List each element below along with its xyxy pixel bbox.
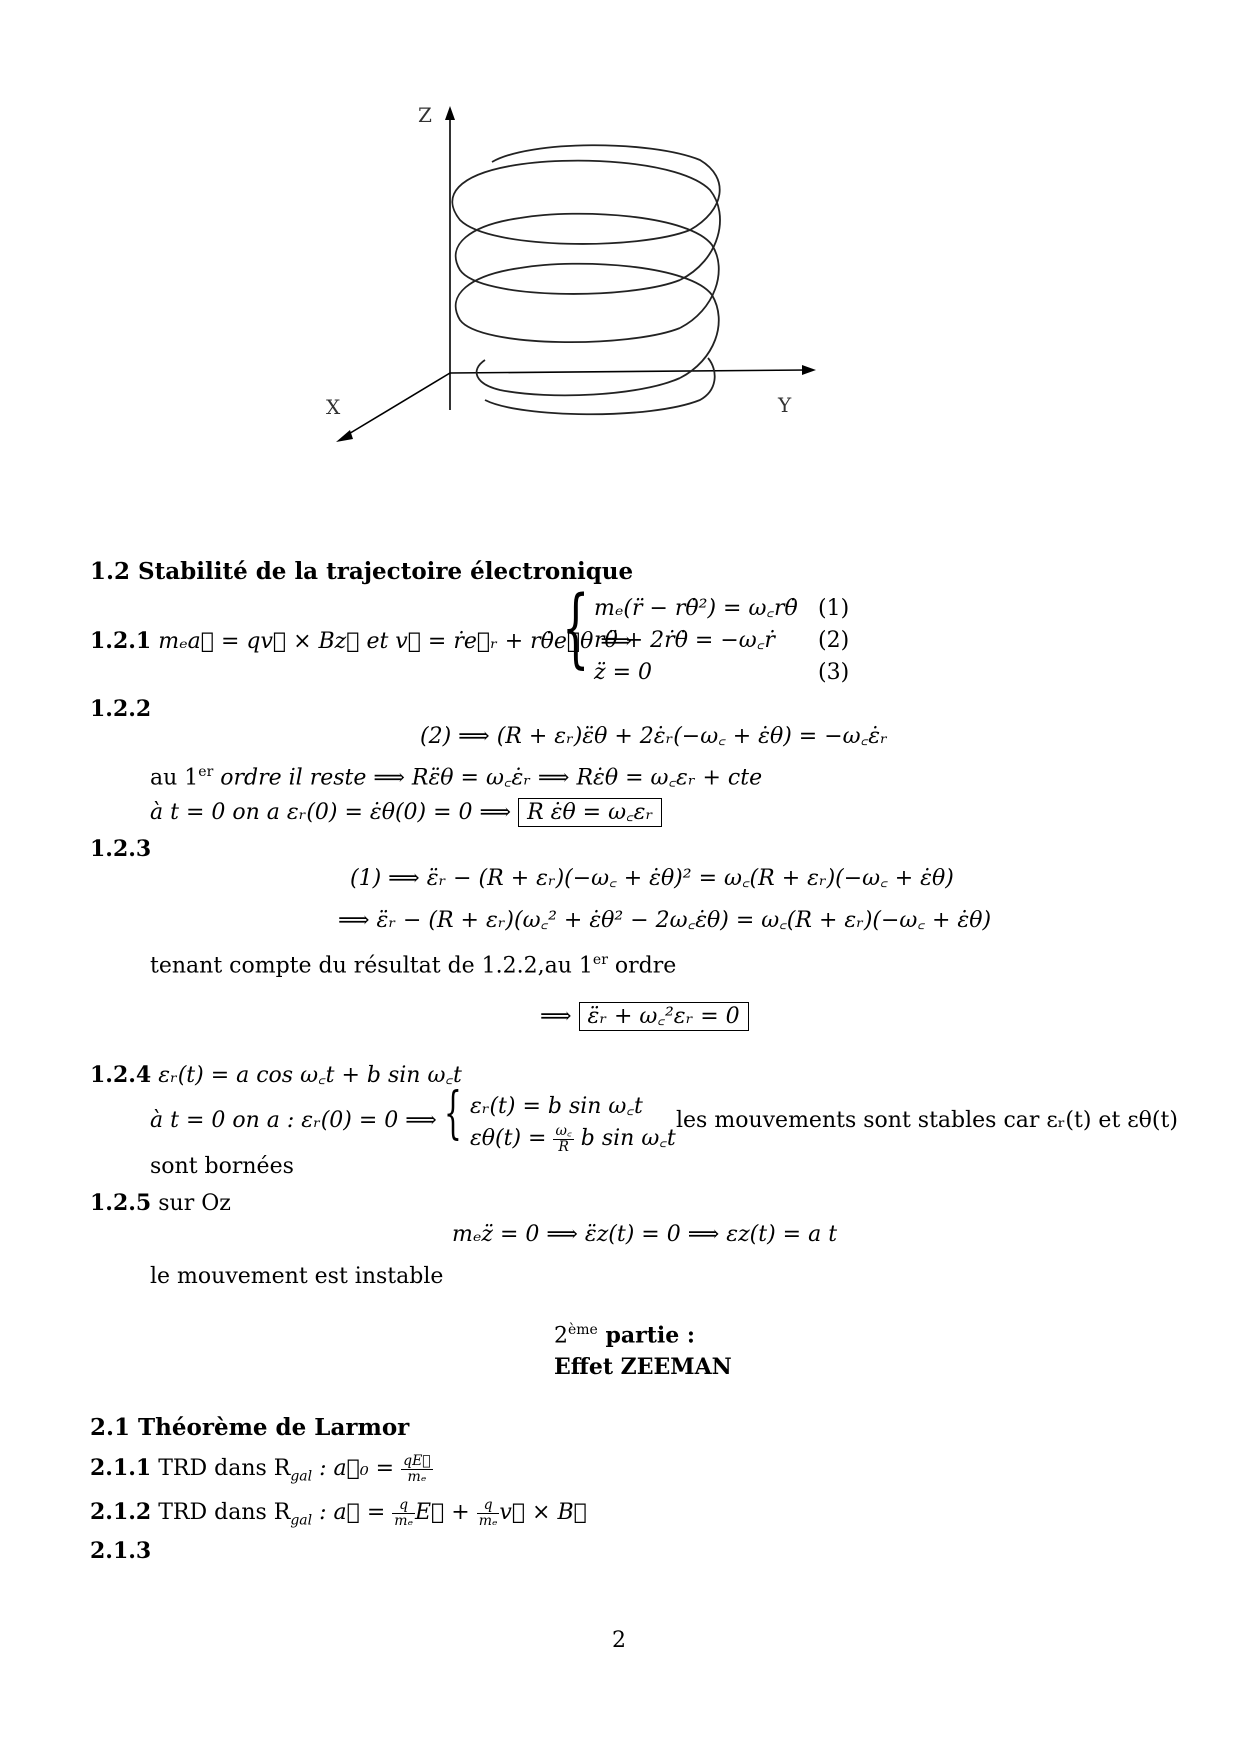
equation-tag-2: (2) xyxy=(818,628,850,653)
section-heading-1-2: 1.2 Stabilité de la trajectoire électronique xyxy=(90,558,634,585)
helix-curve xyxy=(452,145,720,414)
initial-condition-1-2-4: à t = 0 on a : εᵣ(0) = 0 ⟹ xyxy=(150,1108,437,1133)
brace: { xyxy=(562,578,590,678)
y-axis-arrow xyxy=(802,365,816,375)
subsection-1-2-5: 1.2.5 sur Oz xyxy=(90,1190,231,1216)
stability-text-cont: sont bornées xyxy=(150,1154,294,1179)
equation-1-2-3-a: (1) ⟹ ε̈ᵣ − (R + εᵣ)(−ω꜀ + ε̇θ)² = ω꜀(R + εᵣ)(−ω꜀ + ε̇θ) xyxy=(350,866,954,891)
equation-lhs: mₑa⃗ = qv⃗ × Bz⃗ et v⃗ = ṙe⃗ᵣ + rθ̇e⃗θ ⟹ xyxy=(158,629,632,654)
paragraph-initial-condition: à t = 0 on a εᵣ(0) = ε̇θ(0) = 0 ⟹ R ε̇θ = ω꜀εᵣ xyxy=(150,800,662,826)
system-eq-r: εᵣ(t) = b sin ω꜀t xyxy=(470,1094,643,1119)
section-heading-2-1: 2.1 Théorème de Larmor xyxy=(90,1414,410,1441)
equation-1-2-3-b: ⟹ ε̈ᵣ − (R + εᵣ)(ω꜀² + ε̇θ² − 2ω꜀ε̇θ) = ω꜀(R + εᵣ)(−ω꜀ + ε̇θ) xyxy=(338,908,992,933)
part-2-heading: 2ème partie : xyxy=(554,1322,696,1349)
subsection-2-1-2: 2.1.2 TRD dans $R_{gal}$ : a⃗ = $\frac{q}{\text{mₑ}}$ E⃗ + $\frac{q}{\text{mₑ}}$ v⃗ × B⃗ xyxy=(90,1497,587,1529)
equation-1-2-3-result: ⟹ ε̈ᵣ + ω꜀²εᵣ = 0 xyxy=(540,1004,749,1030)
equation-tag-1: (1) xyxy=(818,596,850,621)
instability-text: le mouvement est instable xyxy=(150,1264,444,1289)
part-2-title: Effet ZEEMAN xyxy=(554,1354,732,1380)
system-eq-1: mₑ(r̈ − rθ̇²) = ω꜀rθ̇ xyxy=(594,596,798,621)
page-number: 2 xyxy=(612,1628,626,1653)
system-eq-3: z̈ = 0 xyxy=(594,660,653,685)
y-axis-label: Y xyxy=(778,393,792,417)
brace: { xyxy=(444,1081,462,1146)
subsection-number-2-1-3: 2.1.3 xyxy=(90,1538,152,1564)
subsection-2-1-1: 2.1.1 TRD dans $R_{gal}$ : a⃗₀ = $\frac{qE⃗}{\text{mₑ}}$ xyxy=(90,1453,431,1485)
x-axis-label: X xyxy=(326,395,341,419)
subsection-1-2-4: 1.2.4 εᵣ(t) = a cos ω꜀t + b sin ω꜀t xyxy=(90,1062,462,1088)
paragraph-first-order: au 1er ordre il reste ⟹ Rε̈θ = ω꜀ε̇ᵣ ⟹ Rε̇θ = ω꜀εᵣ + cte xyxy=(150,764,763,791)
x-axis xyxy=(342,373,450,438)
subsection-number-1-2-3: 1.2.3 xyxy=(90,836,152,862)
boxed-result: R ε̇θ = ω꜀εᵣ xyxy=(518,798,662,827)
stability-text: les mouvements sont stables car εᵣ(t) et εθ(t) xyxy=(676,1108,1178,1133)
equation-1-2-2: (2) ⟹ (R + εᵣ)ε̈θ + 2ε̇ᵣ(−ω꜀ + ε̇θ) = −ω꜀ε̇ᵣ xyxy=(420,724,888,749)
system-eq-2: rθ̈ + 2ṙθ̇ = −ω꜀ṙ xyxy=(594,628,775,653)
x-axis-arrow xyxy=(336,430,353,442)
boxed-result: ε̈ᵣ + ω꜀²εᵣ = 0 xyxy=(579,1002,749,1031)
y-axis xyxy=(450,370,808,373)
z-axis-arrow xyxy=(445,106,455,120)
subsection-number-1-2-2: 1.2.2 xyxy=(90,696,152,722)
z-axis-label: Z xyxy=(418,103,432,127)
helix-figure xyxy=(320,100,920,500)
system-eq-theta: εθ(t) = $\frac{\omega꜀}{R}$ b sin ω꜀t xyxy=(470,1123,676,1155)
subsection-1-2-1 xyxy=(90,628,632,655)
paragraph-taking-account: tenant compte du résultat de 1.2.2,au 1er ordre xyxy=(150,952,677,979)
subsection-number: 1.2.1 xyxy=(90,628,152,654)
equation-tag-3: (3) xyxy=(818,660,850,685)
equation-1-2-5: mₑz̈ = 0 ⟹ ε̈z(t) = 0 ⟹ εz(t) = a t xyxy=(452,1222,838,1247)
